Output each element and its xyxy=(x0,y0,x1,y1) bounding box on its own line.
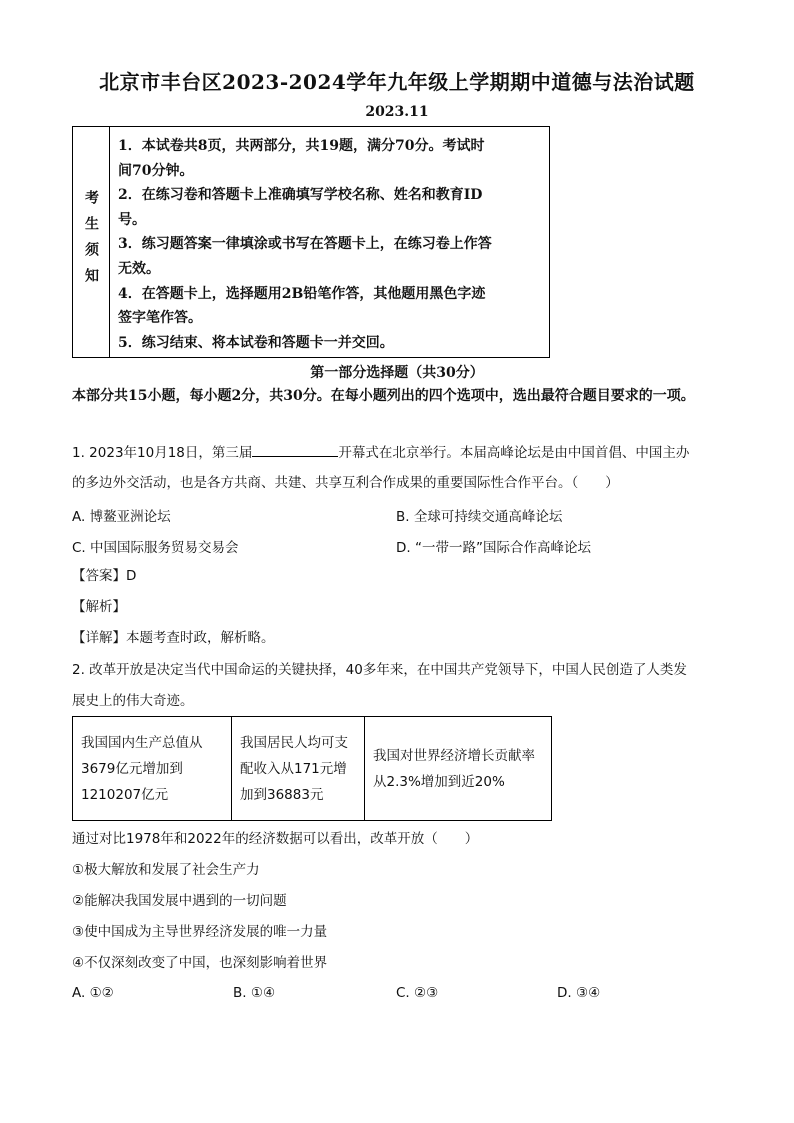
q1-stem-line1 xyxy=(72,442,689,463)
table-cell-gdp xyxy=(73,717,232,821)
q2-statement-3: ③使中国成为主导世界经济发展的唯一力量 xyxy=(72,924,328,940)
q2-option-b: B. ①④ xyxy=(233,985,276,1001)
table-cell-income xyxy=(232,717,365,821)
notice-line: 2．在练习卷和答题卡上准确填写学校名称、姓名和教育ID xyxy=(118,187,483,204)
notice-label-cell xyxy=(73,127,110,357)
cell-line: 我国对世界经济增长贡献率 xyxy=(373,747,535,764)
q1-detail xyxy=(72,628,275,648)
cell-line: 配收入从171元增 xyxy=(240,760,347,777)
cell-line: 我国居民人均可支 xyxy=(240,734,348,751)
answer-tag: 【答案】 xyxy=(72,568,126,584)
notice-line: 签字笔作答。 xyxy=(118,310,202,327)
notice-line: 无效。 xyxy=(118,260,160,277)
detail-tag: 【详解】 xyxy=(72,630,126,646)
q1-option-b: B. 全球可持续交通高峰论坛 xyxy=(396,509,563,525)
q2-option-c: C. ②③ xyxy=(396,985,439,1001)
notice-line: 5．练习结束、将本试卷和答题卡一并交回。 xyxy=(118,334,394,351)
cell-line: 1210207亿元 xyxy=(81,786,169,803)
q2-option-d: D. ③④ xyxy=(557,985,601,1001)
table-cell-contribution xyxy=(365,717,552,821)
q2-statement-1: ①极大解放和发展了社会生产力 xyxy=(72,862,260,878)
exam-title: 北京市丰台区2023-2024学年九年级上学期期中道德与法治试题 xyxy=(99,70,695,94)
part1-title: 第一部分选择题（共30分） xyxy=(310,365,484,381)
notice-line: 号。 xyxy=(118,211,146,228)
q1-answer xyxy=(72,566,136,586)
cell-line: 3679亿元增加到 xyxy=(81,760,183,777)
q2-data-table xyxy=(72,716,552,821)
cell-line: 加到36883元 xyxy=(240,786,324,803)
part1-intro: 本部分共15小题，每小题2分，共30分。在每小题列出的四个选项中，选出最符合题目要求的一项。 xyxy=(72,388,695,404)
q2-option-a: A. ①② xyxy=(72,985,114,1001)
q2-stem-line2: 展史上的伟大奇迹。 xyxy=(72,693,194,709)
notice-line: 1．本试卷共8页，共两部分，共19题，满分70分。考试时 xyxy=(118,138,485,154)
q1-stem-end: 开幕式在北京举行。本届高峰论坛是由中国首倡、中国主办 xyxy=(338,445,690,461)
q1-analysis-tag: 【解析】 xyxy=(72,599,126,615)
cell-line: 从2.3%增加到近20% xyxy=(373,773,505,790)
q1-blank xyxy=(252,442,338,457)
q2-statement-4: ④不仅深刻改变了中国，也深刻影响着世界 xyxy=(72,955,328,971)
q1-stem-line2: 的多边外交活动，也是各方共商、共建、共享互利合作成果的重要国际性合作平台。（ ） xyxy=(72,475,619,491)
cell-line: 我国国内生产总值从 xyxy=(81,734,203,751)
candidate-notice-box xyxy=(72,126,550,358)
answer-value: D xyxy=(126,568,137,584)
notice-body xyxy=(110,127,549,357)
detail-text: 本题考查时政，解析略。 xyxy=(126,630,275,646)
notice-line: 3．练习题答案一律填涂或书写在答题卡上，在练习卷上作答 xyxy=(118,236,492,253)
q1-option-d: D. “一带一路”国际合作高峰论坛 xyxy=(396,540,591,556)
exam-date: 2023.11 xyxy=(365,104,429,120)
notice-line: 间70分钟。 xyxy=(118,162,194,179)
q1-option-c: C. 中国国际服务贸易交易会 xyxy=(72,540,239,556)
notice-line: 4．在答题卡上，选择题用2B铅笔作答，其他题用黑色字迹 xyxy=(118,285,486,302)
q2-question: 通过对比1978年和2022年的经济数据可以看出，改革开放（ ） xyxy=(72,831,479,847)
q1-stem-start: 1. 2023年10月18日，第三届 xyxy=(72,445,253,461)
q2-statement-2: ②能解决我国发展中遇到的一切问题 xyxy=(72,893,287,909)
q2-stem-line1: 2. 改革开放是决定当代中国命运的关键抉择，40多年来，在中国共产党领导下，中国人民创造了人类发 xyxy=(72,662,687,678)
notice-label: 考生须知 xyxy=(83,190,99,294)
q1-option-a: A. 博鳌亚洲论坛 xyxy=(72,509,171,525)
